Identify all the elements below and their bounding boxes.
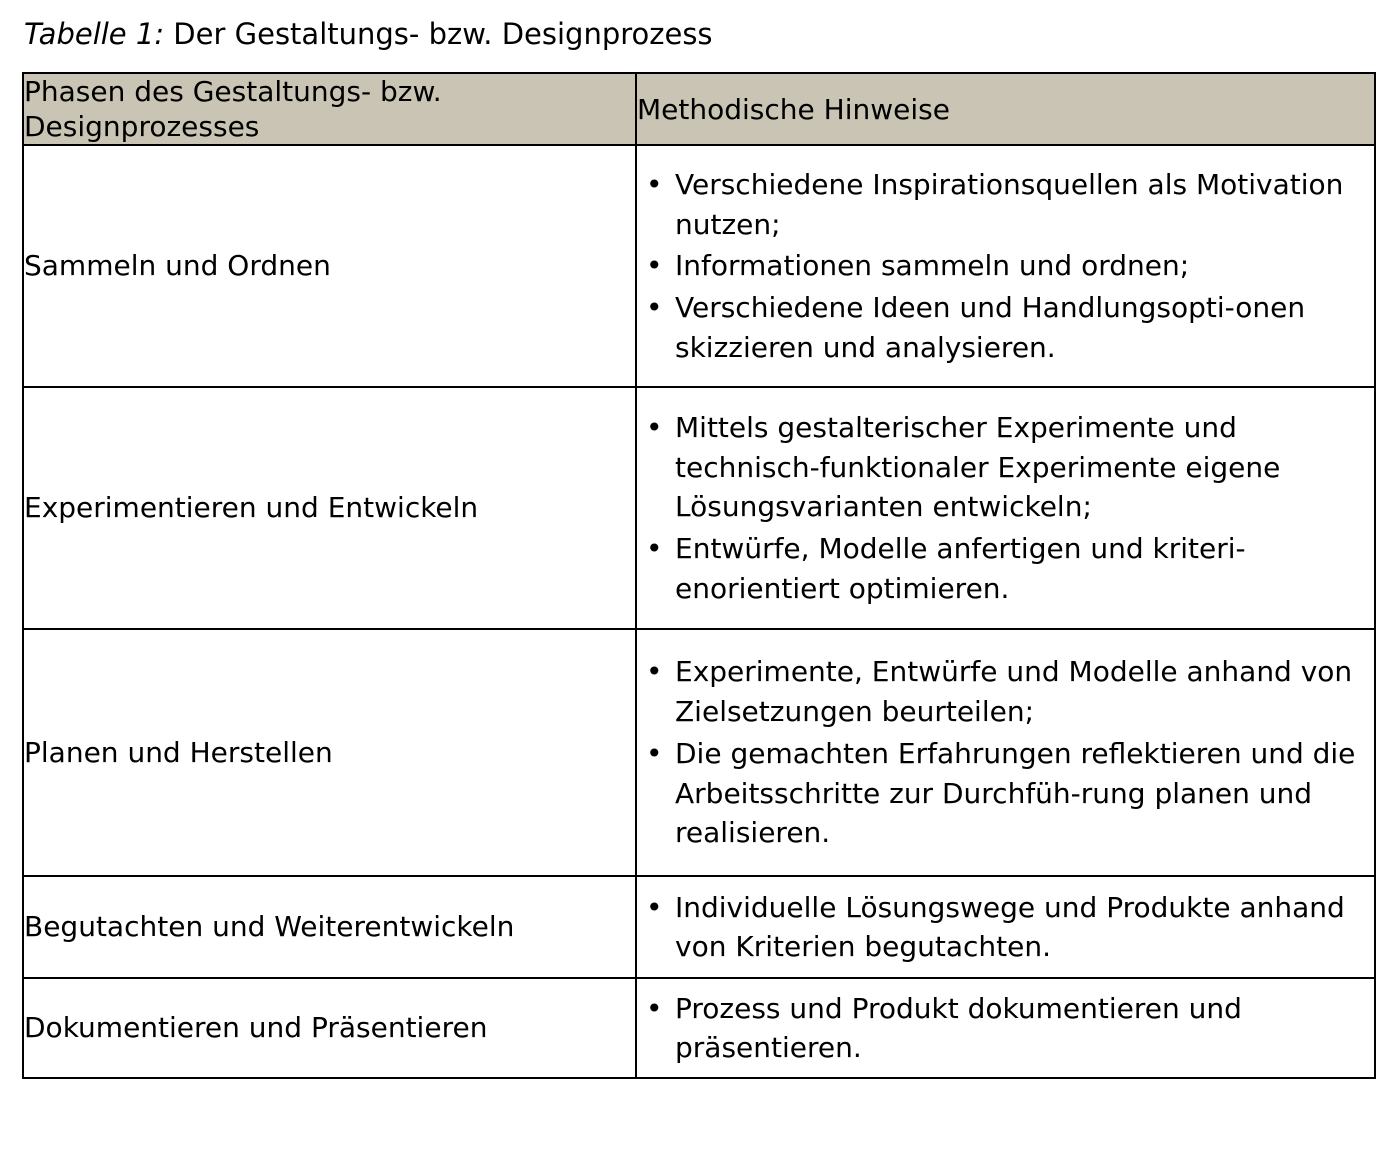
hints-cell	[636, 629, 1375, 876]
table-row	[23, 145, 1375, 387]
bullet-icon: •	[646, 991, 663, 1025]
table-row	[23, 387, 1375, 629]
table-caption	[24, 16, 1369, 52]
list-item	[637, 165, 1374, 245]
list-item	[637, 529, 1374, 609]
list-item-text: Verschiedene Inspirationsquellen als Motivation nutzen;	[675, 167, 1344, 241]
list-item	[637, 734, 1374, 853]
table-row	[23, 978, 1375, 1078]
list-item-text: Entwürfe, Modelle anfertigen und kriteri-enorientiert optimieren.	[675, 532, 1246, 605]
list-item	[637, 288, 1374, 368]
hints-list	[637, 652, 1374, 853]
list-item	[637, 888, 1374, 968]
list-item-text: Verschiedene Ideen und Handlungsopti-onen skizzieren und analysieren.	[675, 291, 1306, 364]
list-item-text: Prozess und Produkt dokumentieren und präsentieren.	[675, 991, 1242, 1065]
table-caption-text: Der Gestaltungs- bzw. Designprozess	[164, 17, 713, 51]
hints-list	[637, 888, 1374, 968]
list-item-text: Die gemachten Erfahrungen reflektieren und die Arbeitsschritte zur Durchfüh-rung planen und realisieren.	[675, 736, 1356, 850]
hints-list	[637, 408, 1374, 609]
bullet-icon: •	[646, 655, 663, 689]
phase-cell: Experimentieren und Entwickeln	[23, 387, 636, 629]
phase-cell: Begutachten und Weiterentwickeln	[23, 876, 636, 978]
bullet-icon: •	[646, 410, 663, 444]
bullet-icon: •	[646, 249, 663, 283]
bullet-icon: •	[646, 890, 663, 924]
phase-cell: Dokumentieren und Präsentieren	[23, 978, 636, 1078]
list-item-text: Individuelle Lösungswege und Produkte anhand von Kriterien begutachten.	[675, 890, 1345, 964]
list-item-text: Experimente, Entwürfe und Modelle anhand von Zielsetzungen beurteilen;	[675, 655, 1353, 729]
list-item-text: Informationen sammeln und ordnen;	[675, 249, 1190, 283]
column-header-hints: Methodische Hinweise	[636, 73, 1375, 145]
table-caption-label: Tabelle 1:	[24, 17, 165, 51]
table-row	[23, 629, 1375, 876]
phase-cell: Planen und Herstellen	[23, 629, 636, 876]
list-item-text: Mittels gestalterischer Experimente und technisch-funktionaler Experimente eigene Lösungsvarianten entwickeln;	[675, 410, 1281, 524]
list-item	[637, 652, 1374, 732]
phase-cell: Sammeln und Ordnen	[23, 145, 636, 387]
design-process-table	[22, 72, 1376, 1079]
hints-cell	[636, 387, 1375, 629]
table-header	[23, 73, 1375, 145]
hints-cell	[636, 145, 1375, 387]
bullet-icon: •	[646, 736, 663, 770]
bullet-icon: •	[646, 532, 663, 566]
list-item	[637, 408, 1374, 527]
bullet-icon: •	[646, 291, 663, 325]
hints-list	[637, 165, 1374, 368]
column-header-phases: Phasen des Gestaltungs- bzw. Designprozesses	[23, 73, 636, 145]
table-body	[23, 145, 1375, 1078]
list-item	[637, 246, 1374, 286]
table-header-row	[23, 73, 1375, 145]
hints-cell	[636, 876, 1375, 978]
hints-cell	[636, 978, 1375, 1078]
table-row	[23, 876, 1375, 978]
bullet-icon: •	[646, 167, 663, 201]
list-item	[637, 989, 1374, 1069]
hints-list	[637, 989, 1374, 1069]
